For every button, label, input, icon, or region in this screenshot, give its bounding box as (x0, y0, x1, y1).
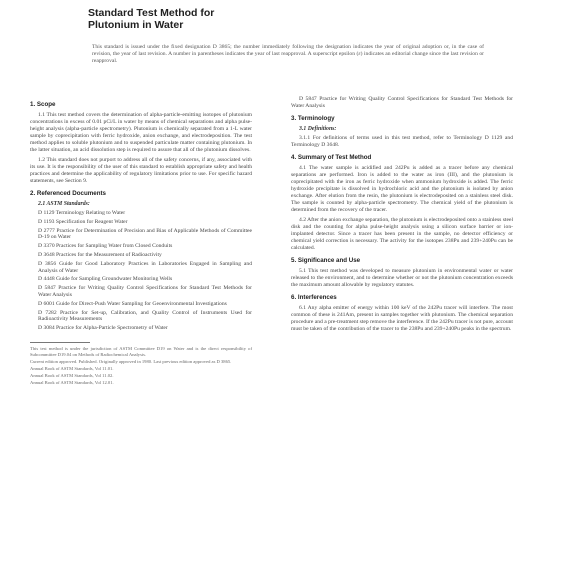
right-column (291, 96, 513, 336)
paragraph-4-1: 4.1 The water sample is acidified and 242Pu is added as a tracer before any chemical separations are performed. Iron is added to the water as iron (III), and the plutonium is coprecipitated with the iron as ferric hydroxide when ammonium hydroxide is added. The ferric hydroxide precipitate is dissolved in hydrochloric acid and the plutonium is isolated by anion exchange. After elution from the resin, the plutonium is electrodeposited on a stainless steel disk. The sample is counted by alpha-particle spectrometry. The chemical yield of the plutonium is determined from the recovery of the tracer. (291, 165, 513, 213)
paragraph-3-1-1: 3.1.1 For definitions of terms used in this test method, refer to Terminology D 1129 and Terminology D 3648. (291, 135, 513, 148)
reference-item: D 3856 Guide for Good Laboratory Practices in Laboratories Engaged in Sampling and Analysis of Water (38, 260, 252, 274)
section-heading-interferences: 6. Interferences (291, 294, 337, 301)
paragraph-1-1: 1.1 This test method covers the determination of alpha-particle-emitting isotopes of plutonium concentrations in excess of 0.01 pCi/L in water by means of chemical separations and alpha pulse-height analysis (alpha-particle spectrometry). Plutonium is chemically separated from a 1-L water sample by coprecipitation with ferric hydroxide, anion exchange, and electrodeposition. The test method applies to soluble plutonium and to suspended particulate matter containing plutonium. In the latter situation, an acid dissolution step is required to assure that all of the plutonium dissolves. (30, 112, 252, 153)
document-title (88, 7, 388, 31)
reference-continuation: D 5847 Practice for Writing Quality Control Specifications for Standard Test Methods for Water Analysis (291, 96, 513, 109)
footnotes (30, 346, 252, 386)
reference-item: D 7282 Practice for Set-up, Calibration, and Quality Control of Instruments Used for Radioactivity Measurements (38, 309, 252, 323)
reference-list (30, 210, 252, 332)
reference-item: D 1129 Terminology Relating to Water (38, 210, 126, 216)
title-line-2: Plutonium in Water (88, 19, 184, 31)
reference-item: D 1193 Specification for Reagent Water (38, 218, 128, 225)
subheading-definitions: 3.1 Definitions: (299, 126, 337, 132)
footnote: Annual Book of ASTM Standards, Vol 12.01. (30, 379, 114, 385)
reference-item: D 6001 Guide for Direct-Push Water Sampling for Geoenvironmental Investigations (38, 300, 227, 307)
reference-item: D 3084 Practice for Alpha-Particle Spectrometry of Water (38, 325, 168, 332)
reference-item: D 5847 Practice for Writing Quality Control Specifications for Standard Test Methods for Water Analysis (38, 285, 252, 298)
paragraph-5-1: 5.1 This test method was developed to measure plutonium in environmental water or water released to the environment, and to determine whether or not the plutonium concentration exceeds the maximum amount allowable by regulatory statutes. (291, 268, 513, 288)
footnote: Annual Book of ASTM Standards, Vol 11.02. (30, 372, 114, 378)
paragraph-1-2: 1.2 This standard does not purport to address all of the safety concerns, if any, associated with its use. It is the responsibility of the user of this standard to establish appropriate safety and health practices and determine the applicability of regulatory limitations prior to use. For specific hazard statements, see Section 9. (30, 157, 252, 184)
paragraph-4-2: 4.2 After the anion exchange separation, the plutonium is electrodeposited onto a stainless steel disk and the counting for alpha pulse-height analysis using a silicon surface barrier or ion-implanted detector. Since a tracer has been present in the sample, no detector efficiency or chemical yield correction is necessary. The activity for the isotopes 238Pu and 239+240Pu can be calculated. (291, 217, 513, 251)
left-column (30, 96, 252, 387)
section-heading-referenced-documents: 2. Referenced Documents (30, 190, 106, 197)
section-heading-scope: 1. Scope (30, 101, 56, 108)
paragraph-6-1: 6.1 Any alpha emitter of energy within 100 keV of the 242Pu tracer will interfere. The most common of these is 241Am, present in samples together with plutonium. The chemical separation procedure and a pre-treatment step remove the interference. If the 242Pu tracer is not pure, account must be taken of the contribution of the tracer to the 238Pu and 239+240Pu peaks in the spectrum. (291, 305, 513, 332)
section-heading-significance: 5. Significance and Use (291, 257, 361, 264)
reference-item: D 3370 Practices for Sampling Water from Closed Conduits (38, 243, 173, 250)
footnote-divider (30, 342, 90, 343)
section-heading-terminology: 3. Terminology (291, 115, 335, 122)
designation-preamble: This standard is issued under the fixed designation D 3865; the number immediately following the designation indicates the year of original adoption or, in the case of revision, the year of last revision. A number in parentheses indicates the year of last reapproval. A superscript epsilon (ε) indicates an editorial change since the last revision or reapproval. (92, 44, 484, 64)
footnote: Annual Book of ASTM Standards, Vol 11.01. (30, 365, 114, 371)
reference-item: D 3648 Practices for the Measurement of Radioactivity (38, 251, 162, 258)
footnote: Current edition approved. Published. Originally approved in 1980. Last previous edition approved as D 3865. (30, 358, 232, 364)
title-line-1: Standard Test Method for (88, 7, 215, 19)
reference-item: D 2777 Practice for Determination of Precision and Bias of Applicable Methods of Committee D-19 on Water (38, 227, 252, 241)
footnote: This test method is under the jurisdiction of ASTM Committee D19 on Water and is the direct responsibility of Subcommittee D19.04 on Methods of Radiochemical Analysis. (30, 345, 252, 357)
subheading-astm-standards: 2.1 ASTM Standards: (38, 201, 90, 207)
section-heading-summary: 4. Summary of Test Method (291, 154, 372, 161)
reference-item: D 4448 Guide for Sampling Groundwater Monitoring Wells (38, 276, 173, 283)
